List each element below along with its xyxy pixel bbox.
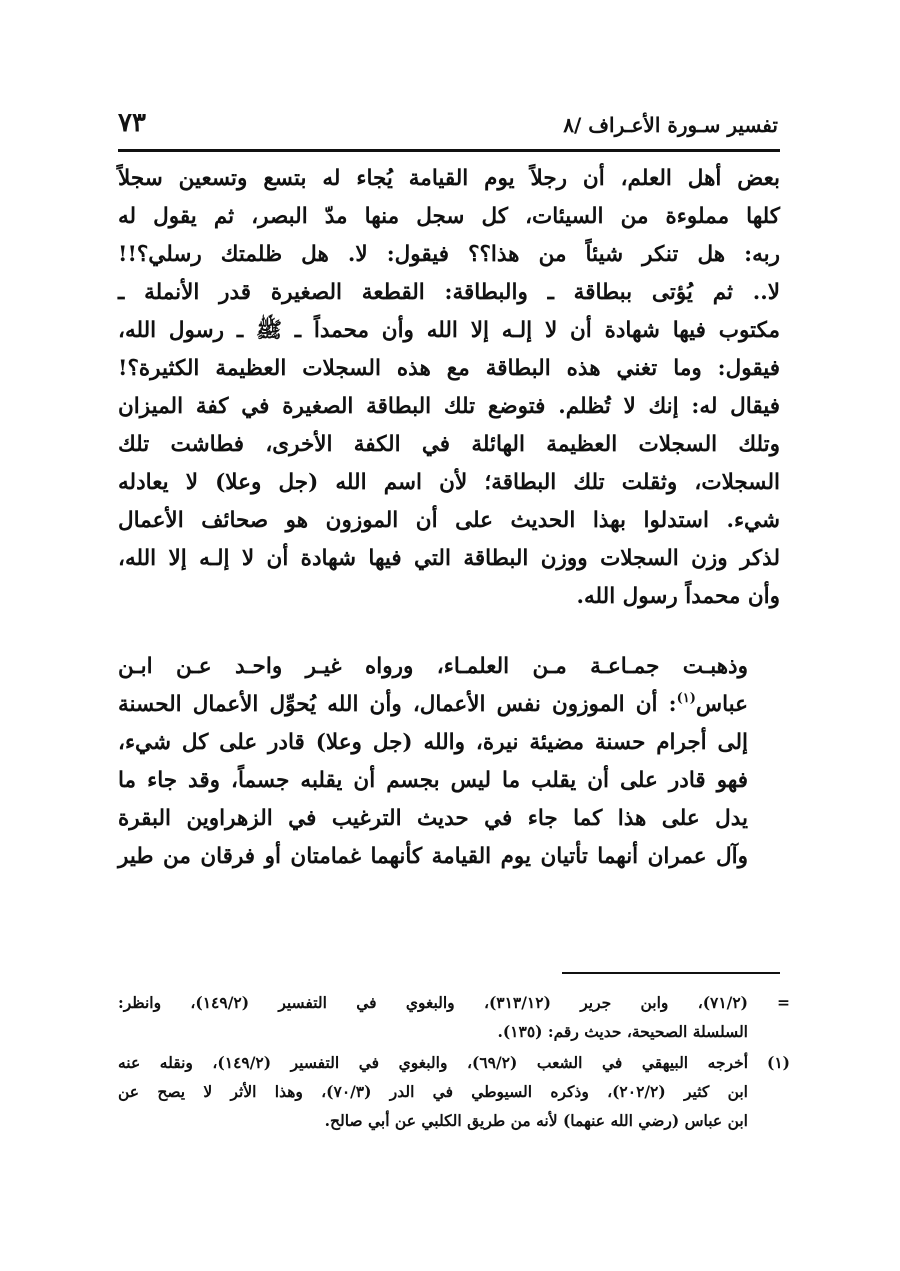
footnote-line: ابن كثير (٢٠٢/٢)، وذكره السيوطي في الدر (٧٠/٣)، وهذا الأثر لا يصح عن <box>118 1082 748 1101</box>
text-line: وتلك السجلات العظيمة الهائلة في الكفة الأخرى، فطاشت تلك <box>118 432 780 457</box>
main-text <box>118 160 780 876</box>
text-line: فيقال له: إنك لا تُظلم. فتوضع تلك البطاقة الصغيرة في كفة الميزان <box>118 394 780 419</box>
text-fragment: عباس <box>695 692 748 717</box>
header-rule <box>118 149 780 152</box>
text-line: السجلات، وثقلت تلك البطاقة؛ لأن اسم الله (جل وعلا) لا يعادله <box>118 470 780 495</box>
footnote-line: أخرجه البيهقي في الشعب (٦٩/٢)، والبغوي في التفسير (١٤٩/٢)، ونقله عنه <box>118 1053 748 1072</box>
text-line: وذهبـت جمـاعـة مـن العلمـاء، ورواه غيـر واحـد عـن ابـن <box>118 654 748 679</box>
footnote-marker: (١) <box>766 1053 790 1072</box>
text-line: وأن محمداً رسول الله. <box>576 584 780 609</box>
footnote-line: السلسلة الصحيحة، حديث رقم: (١٣٥). <box>497 1022 748 1041</box>
footnote-line: (٧١/٢)، وابن جرير (٣١٣/١٢)، والبغوي في التفسير (١٤٩/٢)، وانظر: <box>118 993 749 1012</box>
footnote-text <box>118 988 748 1046</box>
text-line: إلى أجرام حسنة مضيئة نيرة، والله (جل وعلا) قادر على كل شيء، <box>118 730 748 755</box>
text-line: ربه: هل تنكر شيئاً من هذا؟؟ فيقول: لا. هل ظلمتك رسلي؟!! <box>118 242 780 267</box>
text-line: كلها مملوءة من السيئات، كل سجل منها مدّ البصر، ثم يقول له <box>118 204 780 229</box>
paragraph-2 <box>118 648 780 876</box>
text-line: مكتوب فيها شهادة أن لا إلـه إلا الله وأن محمداً ـ ﷺ ـ رسول الله، <box>118 318 780 343</box>
text-line: بعض أهل العلم، أن رجلاً يوم القيامة يُجاء له بتسع وتسعين سجلاً <box>118 166 780 191</box>
footnote-1 <box>118 1048 790 1135</box>
footnote-line: ابن عباس (رضي الله عنهما) لأنه من طريق الكلبي عن أبي صالح. <box>324 1111 748 1130</box>
page-number: ٧٣ <box>118 108 146 138</box>
text-line: فهو قادر على أن يقلب ما ليس بجسم أن يقلبه جسماً، وقد جاء ما <box>118 768 748 793</box>
text-line: لا.. ثم يُؤتى ببطاقة ـ والبطاقة: القطعة الصغيرة قدر الأنملة ـ <box>118 280 780 305</box>
paragraph-1 <box>118 160 780 616</box>
text-line: يدل على هذا كما جاء في حديث الترغيب في الزهراوين البقرة <box>118 806 748 831</box>
footnote-reference-1[interactable]: (١) <box>676 691 696 706</box>
text-line: لذكر وزن السجلات ووزن البطاقة التي فيها شهادة أن لا إلـه إلا الله، <box>118 546 780 571</box>
text-line: وآل عمران أنهما تأتيان يوم القيامة كأنهما غمامتان أو فرقان من طير <box>118 844 748 869</box>
text-line: فيقول: وما تغني هذه البطاقة مع هذه السجلات العظيمة الكثيرة؟! <box>118 356 780 381</box>
footnote-separator <box>562 972 780 974</box>
footnote-text <box>118 1048 748 1135</box>
running-header-title: تفسير سـورة الأعـراف /٨ <box>563 113 778 137</box>
footnotes <box>118 988 790 1137</box>
text-line-with-reference <box>118 686 780 724</box>
text-line: شيء. استدلوا بهذا الحديث على أن الموزون هو صحائف الأعمال <box>118 508 780 533</box>
text-fragment: : أن الموزون نفس الأعمال، وأن الله يُحوِّل الأعمال الحسنة <box>118 692 677 717</box>
footnote-marker: = <box>777 993 790 1012</box>
footnote-continuation <box>118 988 790 1046</box>
